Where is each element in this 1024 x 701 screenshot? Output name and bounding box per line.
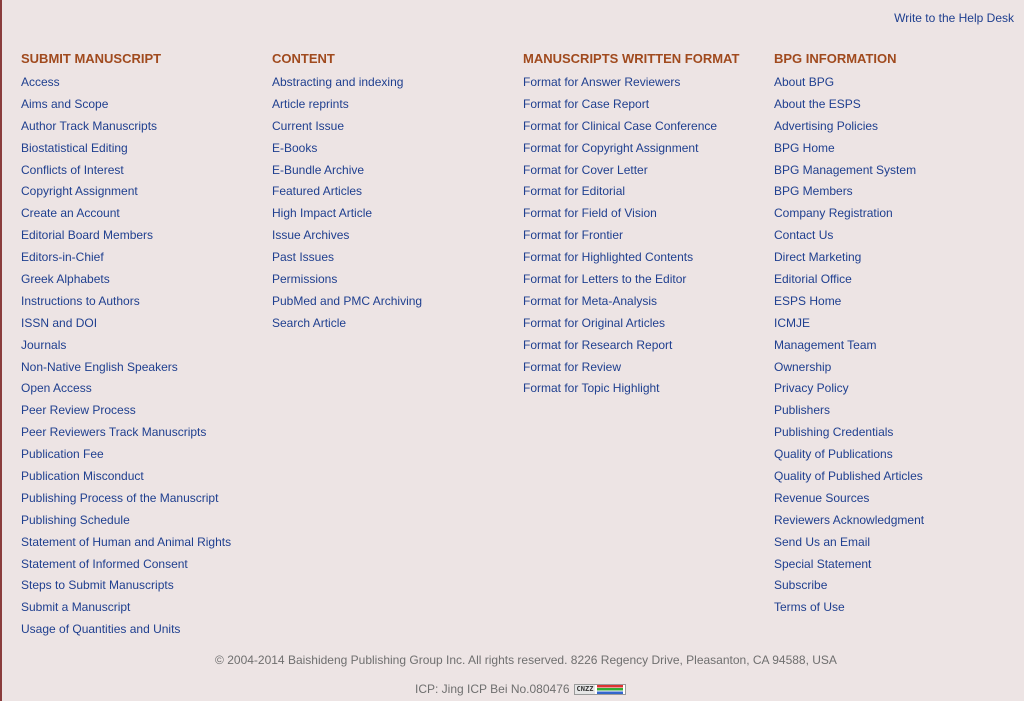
list-item [272, 116, 512, 138]
footer-link[interactable]: BPG Home [774, 140, 835, 155]
footer-link[interactable]: Greek Alphabets [21, 272, 110, 287]
footer-link[interactable]: Usage of Quantities and Units [21, 622, 181, 637]
list-item [21, 72, 261, 94]
list-item [774, 357, 1014, 379]
footer-link[interactable]: Contact Us [774, 228, 834, 243]
list-item [523, 335, 763, 357]
list-item [774, 203, 1014, 225]
list-item [272, 247, 512, 269]
list-item [774, 422, 1014, 444]
list-item [21, 422, 261, 444]
list-item [774, 400, 1014, 422]
list-item [774, 291, 1014, 313]
list-item [21, 116, 261, 138]
footer-link[interactable]: Format for Clinical Case Conference [523, 118, 718, 133]
list-item [523, 291, 763, 313]
list-item [21, 466, 261, 488]
footer-link[interactable]: Format for Original Articles [523, 315, 666, 330]
footer-link[interactable]: Conflicts of Interest [21, 162, 124, 177]
footer-link[interactable]: ISSN and DOI [21, 315, 98, 330]
footer-link[interactable]: Editorial Board Members [21, 228, 154, 243]
footer-link[interactable]: Company Registration [774, 206, 893, 221]
list-item [272, 203, 512, 225]
list-item [21, 532, 261, 554]
footer-link[interactable]: Terms of Use [774, 600, 845, 615]
list-item [21, 94, 261, 116]
list-item [523, 269, 763, 291]
footer-link[interactable]: Non-Native English Speakers [21, 359, 178, 374]
footer-link[interactable]: Format for Editorial [523, 184, 626, 199]
list-item [523, 72, 763, 94]
list-item [21, 619, 261, 641]
footer-link[interactable]: BPG Members [774, 184, 853, 199]
list-item [523, 203, 763, 225]
link-list [21, 72, 261, 641]
list-item [21, 138, 261, 160]
list-item [272, 94, 512, 116]
list-item [774, 247, 1014, 269]
footer-link[interactable]: Format for Case Report [523, 96, 650, 111]
footer-link[interactable]: Steps to Submit Manuscripts [21, 578, 174, 593]
footer-link[interactable]: Author Track Manuscripts [21, 118, 158, 133]
list-item [774, 94, 1014, 116]
list-item [21, 444, 261, 466]
list-item [774, 335, 1014, 357]
footer-link[interactable]: High Impact Article [272, 206, 373, 221]
footer-link[interactable]: Advertising Policies [774, 118, 879, 133]
footer-link[interactable]: Statement of Human and Animal Rights [21, 534, 232, 549]
help-desk-link[interactable]: Write to the Help Desk [894, 11, 1014, 25]
list-item [774, 160, 1014, 182]
list-item [21, 400, 261, 422]
list-item [523, 138, 763, 160]
list-item [272, 181, 512, 203]
list-item [21, 378, 261, 400]
badge-label: CNZZ [576, 684, 594, 693]
footer-link[interactable]: Quality of Publications [774, 447, 893, 462]
footer-link[interactable]: Past Issues [272, 250, 335, 265]
list-item [272, 313, 512, 335]
list-item [774, 378, 1014, 400]
footer-link[interactable]: ICMJE [774, 315, 810, 330]
list-item [21, 269, 261, 291]
footer-link[interactable]: Format for Topic Highlight [523, 381, 660, 396]
list-item [774, 488, 1014, 510]
footer-link[interactable]: Create an Account [21, 206, 120, 221]
footer-link[interactable]: Search Article [272, 315, 347, 330]
list-item [774, 138, 1014, 160]
list-item [21, 335, 261, 357]
list-item [272, 72, 512, 94]
list-item [21, 357, 261, 379]
list-item [523, 357, 763, 379]
list-item [774, 72, 1014, 94]
footer-link[interactable]: About the ESPS [774, 96, 861, 111]
footer-link[interactable]: BPG Management System [774, 162, 917, 177]
list-item [774, 313, 1014, 335]
footer-link[interactable]: Format for Cover Letter [523, 162, 648, 177]
list-item [774, 510, 1014, 532]
list-item [774, 597, 1014, 619]
footer-link[interactable]: Editors-in-Chief [21, 250, 104, 265]
list-item [272, 138, 512, 160]
footer-link[interactable]: Management Team [774, 337, 877, 352]
footer-link[interactable]: E-Bundle Archive [272, 162, 365, 177]
copyright-text: © 2004-2014 Baishideng Publishing Group Inc. All rights reserved. 8226 Regency Drive, Pleasanton, CA 94588, USA [215, 653, 837, 667]
footer-link[interactable]: Revenue Sources [774, 490, 870, 505]
list-item [774, 116, 1014, 138]
list-item [21, 597, 261, 619]
footer-link[interactable]: Quality of Published Articles [774, 469, 923, 484]
list-item [523, 225, 763, 247]
list-item [774, 225, 1014, 247]
footer-link[interactable]: About BPG [774, 75, 835, 89]
link-list [272, 72, 512, 335]
footer-link[interactable]: Format for Answer Reviewers [523, 75, 681, 89]
link-list [774, 72, 1014, 619]
list-item [21, 291, 261, 313]
list-item [523, 94, 763, 116]
footer-link[interactable]: Aims and Scope [21, 96, 109, 111]
icp-text: ICP: Jing ICP Bei No.080476 [415, 682, 570, 696]
list-item [523, 181, 763, 203]
column-bpg-information [774, 51, 1014, 619]
badge-stripes [597, 685, 622, 694]
list-item [774, 554, 1014, 576]
list-item [21, 247, 261, 269]
footer-link[interactable]: Permissions [272, 272, 338, 287]
footer-link[interactable]: Reviewers Acknowledgment [774, 512, 925, 527]
footer-link[interactable]: Journals [21, 337, 67, 352]
footer-link[interactable]: Format for Review [523, 359, 622, 374]
footer-link[interactable]: Featured Articles [272, 184, 363, 199]
footer-link[interactable]: Abstracting and indexing [272, 75, 404, 89]
footer-link[interactable]: Open Access [21, 381, 92, 396]
footer-link[interactable]: Access [21, 75, 60, 89]
footer-link[interactable]: Current Issue [272, 118, 345, 133]
list-item [523, 247, 763, 269]
footer-link[interactable]: Article reprints [272, 96, 349, 111]
footer-link[interactable]: Format for Field of Vision [523, 206, 657, 221]
column-submit-manuscript [21, 51, 261, 641]
footer-link[interactable]: Format for Research Report [523, 337, 673, 352]
footer-link[interactable]: Biostatistical Editing [21, 140, 128, 155]
footer-link[interactable]: Peer Reviewers Track Manuscripts [21, 425, 207, 440]
list-item [523, 313, 763, 335]
list-item [523, 378, 763, 400]
footer-link[interactable]: Format for Meta-Analysis [523, 293, 658, 308]
column-content [272, 51, 512, 335]
footer-link[interactable]: Publishers [774, 403, 831, 418]
link-list [523, 72, 763, 400]
list-item [21, 225, 261, 247]
list-item [774, 466, 1014, 488]
footer-link[interactable]: Publishing Schedule [21, 512, 130, 527]
list-item [523, 160, 763, 182]
footer-link[interactable]: Format for Letters to the Editor [523, 272, 687, 287]
list-item [272, 269, 512, 291]
footer-link[interactable]: PubMed and PMC Archiving [272, 293, 423, 308]
list-item [774, 269, 1014, 291]
footer-link[interactable]: Direct Marketing [774, 250, 862, 265]
footer-link[interactable]: E-Books [272, 140, 318, 155]
column-heading: BPG INFORMATION [774, 51, 897, 66]
footer-link[interactable]: Format for Copyright Assignment [523, 140, 699, 155]
column-heading: CONTENT [272, 51, 335, 66]
footer-link[interactable]: Subscribe [774, 578, 828, 593]
list-item [272, 291, 512, 313]
footer-link[interactable]: Ownership [774, 359, 832, 374]
list-item [21, 488, 261, 510]
list-item [21, 313, 261, 335]
footer-link[interactable]: Publishing Process of the Manuscript [21, 490, 219, 505]
footer-link[interactable]: Copyright Assignment [21, 184, 138, 199]
list-item [774, 575, 1014, 597]
icp-registration [415, 682, 626, 696]
list-item [272, 225, 512, 247]
footer-link[interactable]: Issue Archives [272, 228, 350, 243]
column-heading: SUBMIT MANUSCRIPT [21, 51, 162, 66]
list-item [774, 444, 1014, 466]
list-item [21, 160, 261, 182]
list-item [21, 181, 261, 203]
list-item [21, 203, 261, 225]
list-item [774, 532, 1014, 554]
footer-link[interactable]: Privacy Policy [774, 381, 849, 396]
footer-link[interactable]: Peer Review Process [21, 403, 136, 418]
column-manuscripts-written-format [523, 51, 763, 400]
footer-link[interactable]: ESPS Home [774, 293, 842, 308]
footer-link[interactable]: Publishing Credentials [774, 425, 894, 440]
list-item [774, 181, 1014, 203]
list-item [523, 116, 763, 138]
footer-link[interactable]: Format for Highlighted Contents [523, 250, 694, 265]
column-heading: MANUSCRIPTS WRITTEN FORMAT [523, 51, 740, 66]
footer-link[interactable]: Send Us an Email [774, 534, 871, 549]
footer-link[interactable]: Publication Misconduct [21, 469, 144, 484]
list-item [272, 160, 512, 182]
footer-link[interactable]: Format for Frontier [523, 228, 624, 243]
list-item [21, 575, 261, 597]
footer-link[interactable]: Special Statement [774, 556, 872, 571]
footer-link[interactable]: Statement of Informed Consent [21, 556, 188, 571]
footer-link[interactable]: Instructions to Authors [21, 293, 140, 308]
list-item [21, 554, 261, 576]
list-item [21, 510, 261, 532]
cnzz-stats-badge-icon[interactable] [574, 684, 626, 695]
footer-link[interactable]: Submit a Manuscript [21, 600, 131, 615]
footer-link[interactable]: Publication Fee [21, 447, 104, 462]
footer-link[interactable]: Editorial Office [774, 272, 852, 287]
